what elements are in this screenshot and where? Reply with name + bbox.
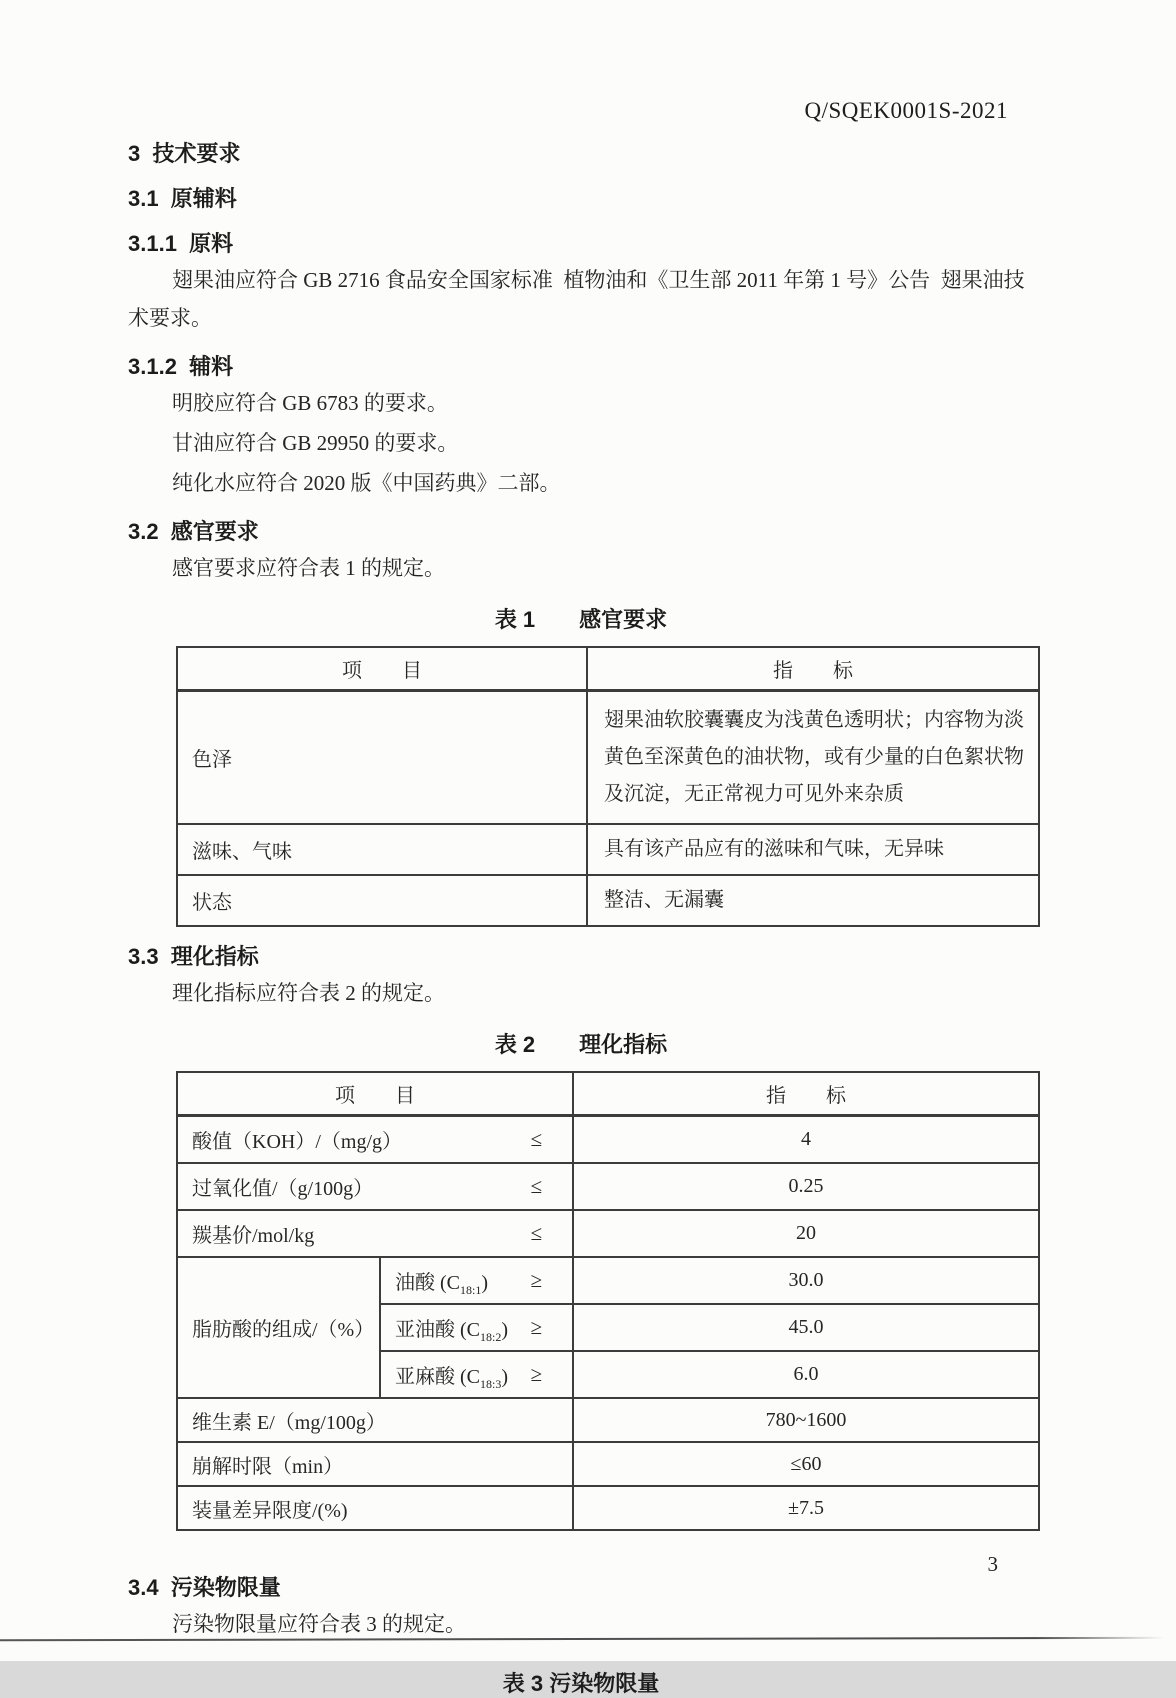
sensory-requirements-table bbox=[176, 646, 1040, 927]
table2-value-oleic: 30.0 bbox=[573, 1257, 1039, 1304]
item-label: 羰基价/mol/kg bbox=[192, 1225, 315, 1247]
table1-item-color: 色泽 bbox=[177, 691, 587, 825]
heading-3-3: 3.3 理化指标 bbox=[128, 944, 259, 969]
paragraph-glycerin: 甘油应符合 GB 29950 的要求。 bbox=[172, 431, 459, 455]
paragraph-sensory: 感官要求应符合表 1 的规定。 bbox=[172, 556, 445, 580]
table-row bbox=[177, 1486, 1039, 1530]
table2-subitem-linoleic bbox=[380, 1304, 573, 1351]
less-equal-symbol: ≤ bbox=[530, 1221, 542, 1245]
table1-indicator-color: 翅果油软胶囊囊皮为浅黄色透明状；内容物为淡黄色至深黄色的油状物，或有少量的白色絮状物及沉淀，无正常视力可见外来杂质 bbox=[587, 691, 1039, 825]
table-row bbox=[177, 1442, 1039, 1486]
table-header-row bbox=[177, 1072, 1039, 1116]
greater-equal-symbol: ≥ bbox=[530, 1315, 542, 1339]
formula-suffix: ) bbox=[501, 1319, 509, 1341]
table1-indicator-state: 整洁、无漏囊 bbox=[587, 875, 1039, 926]
table1-caption bbox=[128, 603, 1034, 634]
heading-3-1-1: 3.1.1 原料 bbox=[128, 231, 234, 256]
table-row bbox=[177, 875, 1039, 926]
item-label: 过氧化值/（g/100g） bbox=[192, 1178, 374, 1200]
heading-3: 3 技术要求 bbox=[128, 141, 241, 166]
table2-item-fill-variation: 装量差异限度/(%) bbox=[177, 1486, 573, 1530]
table-row bbox=[177, 691, 1039, 825]
table2-value-linoleic: 45.0 bbox=[573, 1304, 1039, 1351]
paragraph-raw-material: 翅果油应符合 GB 2716 食品安全国家标准 植物油和《卫生部 2011 年第 1 号》公告 翅果油技术要求。 bbox=[128, 268, 1025, 330]
table-row bbox=[177, 1163, 1039, 1210]
formula-prefix: 亚油酸 (C bbox=[395, 1319, 480, 1341]
paragraph-physchem: 理化指标应符合表 2 的规定。 bbox=[172, 981, 445, 1005]
table3-caption bbox=[128, 1667, 1034, 1698]
formula-subscript: 18:3 bbox=[480, 1377, 502, 1391]
table2-item-acid-value bbox=[177, 1116, 573, 1164]
table2-header-indicator: 指 标 bbox=[573, 1072, 1039, 1116]
formula-suffix: ) bbox=[501, 1366, 509, 1388]
table1-header-indicator: 指 标 bbox=[587, 647, 1039, 691]
item-label: 酸值（KOH）/（mg/g） bbox=[192, 1131, 402, 1153]
formula-subscript: 18:1 bbox=[460, 1283, 482, 1297]
table2-value-linolenic: 6.0 bbox=[573, 1351, 1039, 1398]
greater-equal-symbol: ≥ bbox=[530, 1268, 542, 1292]
paragraph-purified-water: 纯化水应符合 2020 版《中国药典》二部。 bbox=[172, 471, 561, 495]
table2-value-acid-value: 4 bbox=[573, 1116, 1039, 1164]
table1-caption-label: 表 1 bbox=[494, 607, 536, 632]
heading-3-4: 3.4 污染物限量 bbox=[128, 1575, 281, 1600]
table-row bbox=[177, 1398, 1039, 1442]
formula-prefix: 油酸 (C bbox=[395, 1272, 460, 1294]
formula-subscript: 18:2 bbox=[480, 1330, 502, 1344]
less-equal-symbol: ≤ bbox=[530, 1127, 542, 1151]
table2-value-fill-variation: ±7.5 bbox=[573, 1486, 1039, 1530]
table2-value-peroxide-value: 0.25 bbox=[573, 1163, 1039, 1210]
table1-indicator-taste: 具有该产品应有的滋味和气味，无异味 bbox=[587, 824, 1039, 875]
table1-caption-title: 感官要求 bbox=[579, 607, 668, 632]
table-row bbox=[177, 1116, 1039, 1164]
physicochemical-index-table bbox=[176, 1071, 1040, 1531]
table2-header-item: 项 目 bbox=[177, 1072, 573, 1116]
table2-value-carbonyl-value: 20 bbox=[573, 1210, 1039, 1257]
table3-caption-text: 表 3 污染物限量 bbox=[502, 1671, 660, 1696]
paragraph-gelatin: 明胶应符合 GB 6783 的要求。 bbox=[172, 391, 448, 415]
table2-caption-title: 理化指标 bbox=[579, 1032, 668, 1057]
formula bbox=[395, 1313, 508, 1342]
table2-item-disintegration: 崩解时限（min） bbox=[177, 1442, 573, 1486]
less-equal-symbol: ≤ bbox=[530, 1174, 542, 1198]
table2-item-fatty-acid-group: 脂肪酸的组成/（%） bbox=[177, 1257, 380, 1398]
table2-value-disintegration: ≤60 bbox=[573, 1442, 1039, 1486]
table1-item-taste: 滋味、气味 bbox=[177, 824, 587, 875]
table2-item-vitamin-e: 维生素 E/（mg/100g） bbox=[177, 1398, 573, 1442]
table2-caption-label: 表 2 bbox=[494, 1032, 536, 1057]
page-number: 3 bbox=[987, 1552, 998, 1576]
paragraph-contaminants: 污染物限量应符合表 3 的规定。 bbox=[172, 1612, 466, 1636]
table2-caption bbox=[128, 1028, 1034, 1059]
heading-3-1-2: 3.1.2 辅料 bbox=[128, 354, 234, 379]
table-row bbox=[177, 824, 1039, 875]
table2-item-carbonyl-value bbox=[177, 1210, 573, 1257]
formula-prefix: 亚麻酸 (C bbox=[395, 1366, 480, 1388]
heading-3-1: 3.1 原辅料 bbox=[128, 186, 237, 211]
greater-equal-symbol: ≥ bbox=[530, 1362, 542, 1386]
table-row bbox=[177, 1257, 1039, 1304]
doc-code: Q/SQEK0001S-2021 bbox=[804, 98, 1008, 123]
table2-item-peroxide-value bbox=[177, 1163, 573, 1210]
table-header-row bbox=[177, 647, 1039, 691]
heading-3-2: 3.2 感官要求 bbox=[128, 519, 259, 544]
table1-header-item: 项 目 bbox=[177, 647, 587, 691]
table2-subitem-linolenic bbox=[380, 1351, 573, 1398]
formula bbox=[395, 1360, 508, 1389]
formula-suffix: ) bbox=[481, 1272, 489, 1294]
formula bbox=[395, 1266, 488, 1295]
table-row bbox=[177, 1210, 1039, 1257]
table1-item-state: 状态 bbox=[177, 875, 587, 926]
table2-value-vitamin-e: 780~1600 bbox=[573, 1398, 1039, 1442]
table2-subitem-oleic bbox=[380, 1257, 573, 1304]
